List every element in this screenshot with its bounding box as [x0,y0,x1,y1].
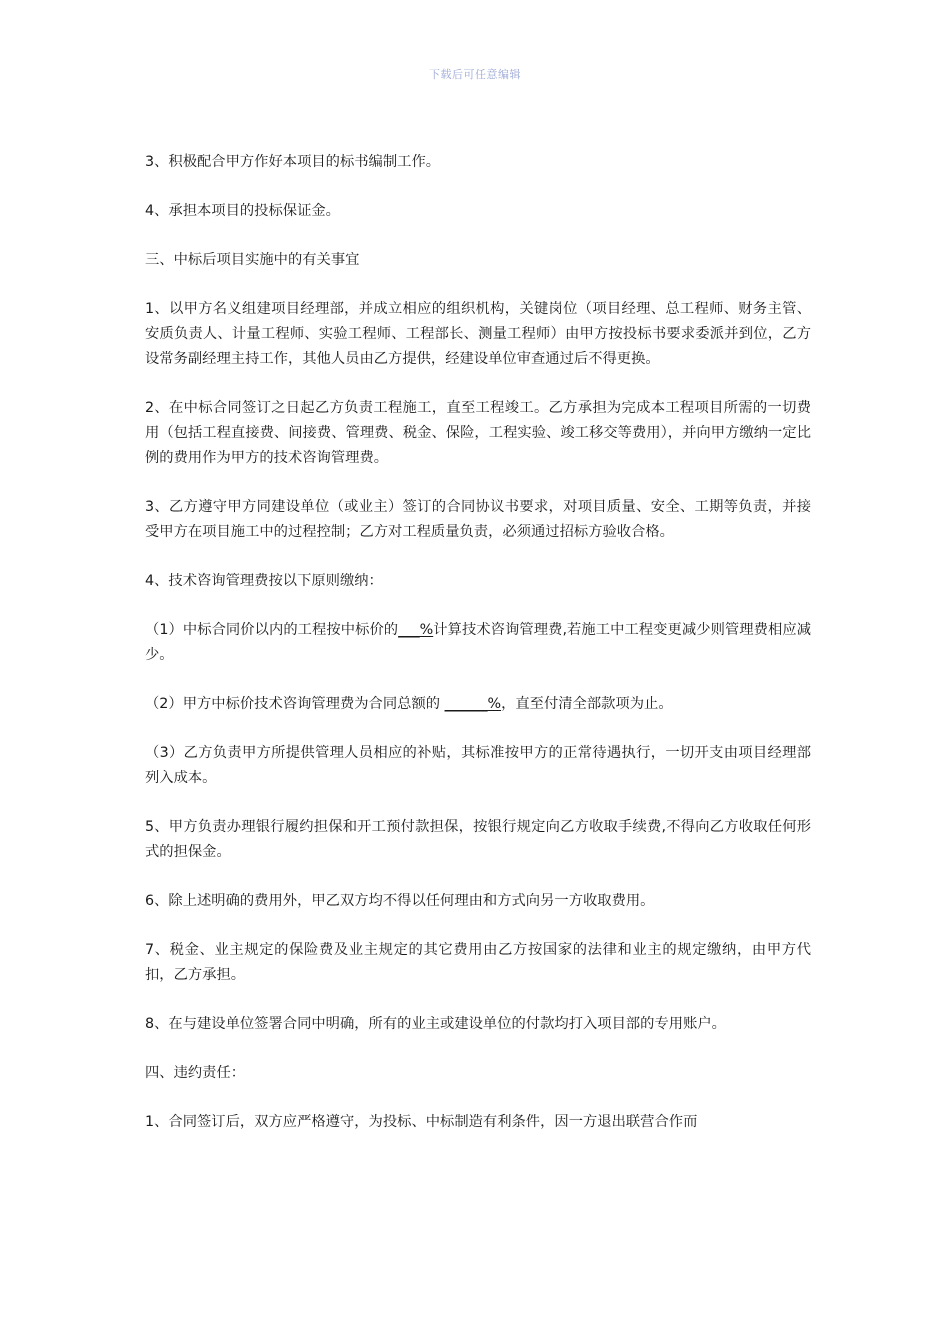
fee-rule-1-before: （1）中标合同价以内的工程按中标价的 [145,622,399,638]
paragraph-project-dept: 1、以甲方名义组建项目经理部，并成立相应的组织机构，关键岗位（项目经理、总工程师、财务主管、安质负责人、计量工程师、实验工程师、工程部长、测量工程师）由甲方按投标书要求委派并到位，乙方设常务副经理主持工作，其他人员由乙方提供，经建设单位审查通过后不得更换。 [145,301,811,367]
paragraph-fee-rule-1 [145,618,811,668]
paragraph-account: 8、在与建设单位签署合同中明确，所有的业主或建设单位的付款均打入项目部的专用账户。 [145,1016,726,1032]
fee-rule-1-after: 计算技术咨询管理费,若施工中工程变更减少则管理费相应减少。 [145,622,811,663]
page-header: 下载后可任意编辑 [429,68,521,81]
document-body [145,150,811,1159]
paragraph-breach-1: 1、合同签订后，双方应严格遵守，为投标、中标制造有利条件，因一方退出联营合作而 [145,1114,698,1130]
paragraph-cooperate-bid-docs: 3、积极配合甲方作好本项目的标书编制工作。 [145,154,441,170]
paragraph-taxes: 7、税金、业主规定的保险费及业主规定的其它费用由乙方按国家的法律和业主的规定缴纳，由甲方代扣，乙方承担。 [145,942,811,983]
fee-rule-1-blank: ___% [398,622,434,638]
paragraph-quality-compliance: 3、乙方遵守甲方同建设单位（或业主）签订的合同协议书要求，对项目质量、安全、工期等负责，并接受甲方在项目施工中的过程控制；乙方对工程质量负责，必须通过招标方验收合格。 [145,499,811,540]
paragraph-fee-principles: 4、技术咨询管理费按以下原则缴纳： [145,573,383,589]
paragraph-no-other-fees: 6、除上述明确的费用外，甲乙双方均不得以任何理由和方式向另一方收取费用。 [145,893,655,909]
paragraph-fee-rule-3: （3）乙方负责甲方所提供管理人员相应的补贴，其标准按甲方的正常待遇执行，一切开支由项目经理部列入成本。 [145,745,811,786]
paragraph-construction-costs: 2、在中标合同签订之日起乙方负责工程施工，直至工程竣工。乙方承担为完成本工程项目所需的一切费用（包括工程直接费、间接费、管理费、税金、保险，工程实验、竣工移交等费用），并向甲方缴纳一定比例的费用作为甲方的技术咨询管理费。 [145,400,811,466]
paragraph-guarantee: 5、甲方负责办理银行履约担保和开工预付款担保，按银行规定向乙方收取手续费,不得向乙方收取任何形式的担保金。 [145,819,811,860]
paragraph-fee-rule-2 [145,692,811,717]
fee-rule-2-before: （2）甲方中标价技术咨询管理费为合同总额的 [145,696,445,712]
section-heading-3: 三、中标后项目实施中的有关事宜 [145,252,360,268]
fee-rule-2-after: ，直至付清全部款项为止。 [501,696,673,712]
fee-rule-2-blank: ______% [444,696,502,712]
paragraph-bid-bond: 4、承担本项目的投标保证金。 [145,203,340,219]
section-heading-4: 四、违约责任： [145,1065,246,1081]
